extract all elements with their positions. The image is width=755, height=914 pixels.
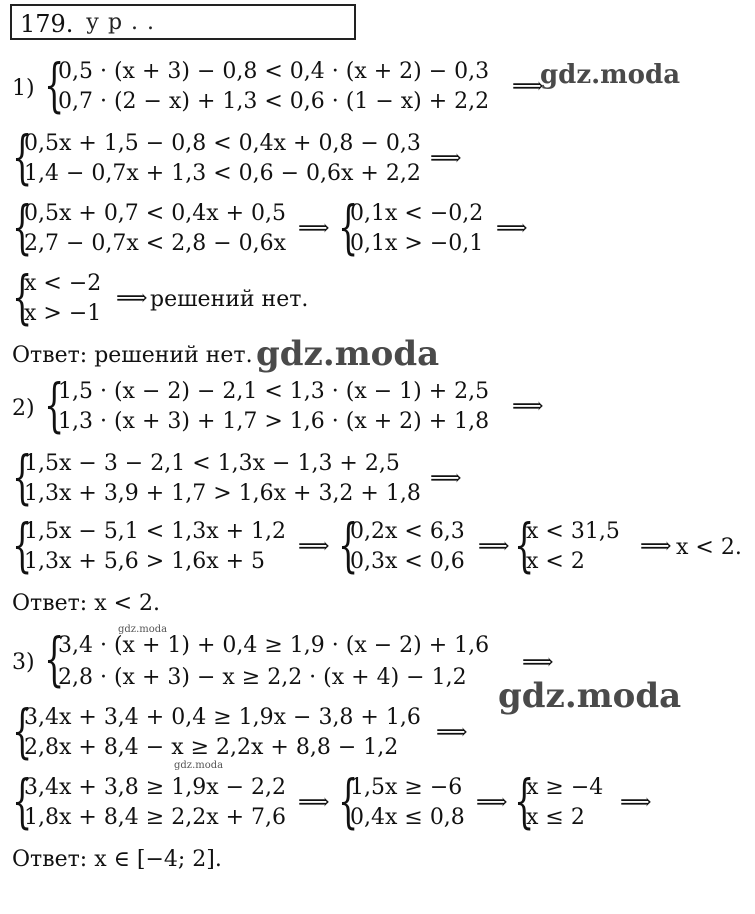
brace: { (12, 193, 33, 261)
p2-s3b-line2: 0,3x < 0,6 (350, 549, 465, 574)
p1-s1-line1: 0,5 · (x + 3) − 0,8 < 0,4 · (x + 2) − 0,3 (58, 59, 490, 84)
implies-arrow: ⟹ (496, 216, 528, 241)
brace: { (44, 371, 65, 439)
brace: { (338, 767, 359, 835)
problem-number: 179. (20, 10, 74, 38)
implies-arrow: ⟹ (298, 790, 330, 815)
p2-result: x < 2. (676, 535, 742, 560)
brace: { (514, 511, 535, 579)
p1-s3b-line1: 0,1x < −0,2 (350, 201, 484, 226)
implies-arrow: ⟹ (116, 286, 148, 311)
watermark: gdz.moda (256, 334, 440, 374)
p2-s1-line1: 1,5 · (x − 2) − 2,1 < 1,3 · (x − 1) + 2,5 (58, 379, 490, 404)
implies-arrow: ⟹ (430, 146, 462, 171)
p3-answer: Ответ: x ∈ [−4; 2]. (12, 847, 222, 872)
p2-s3a-line1: 1,5x − 5,1 < 1,3x + 1,2 (24, 519, 287, 544)
p2-s2-line2: 1,3x + 3,9 + 1,7 > 1,6x + 3,2 + 1,8 (24, 481, 421, 506)
problem-header-box (10, 4, 356, 40)
p2-s3b-line1: 0,2x < 6,3 (350, 519, 465, 544)
p2-s3c-line1: x < 31,5 (526, 519, 620, 544)
p2-answer: Ответ: x < 2. (12, 591, 161, 616)
brace: { (514, 767, 535, 835)
part-1-label: 1) (12, 76, 35, 101)
p3-s1-line1: 3,4 · (x + 1) + 0,4 ≥ 1,9 · (x − 2) + 1,6 (58, 633, 490, 658)
implies-arrow: ⟹ (476, 790, 508, 815)
p1-s3a-line2: 2,7 − 0,7x < 2,8 − 0,6x (24, 231, 287, 256)
p1-s4-line1: x < −2 (24, 271, 102, 296)
p2-s3c-line2: x < 2 (526, 549, 585, 574)
p3-s3b-line2: 0,4x ≤ 0,8 (350, 805, 465, 830)
p2-s3a-line2: 1,3x + 5,6 > 1,6x + 5 (24, 549, 266, 574)
brace: { (44, 51, 65, 119)
implies-arrow: ⟹ (478, 534, 510, 559)
brace: { (12, 263, 33, 331)
p1-s2-line1: 0,5x + 1,5 − 0,8 < 0,4x + 0,8 − 0,3 (24, 131, 421, 156)
watermark-small: gdz.moda (174, 760, 224, 771)
implies-arrow: ⟹ (298, 534, 330, 559)
p1-answer: Ответ: решений нет. (12, 343, 253, 368)
p1-s3b-line2: 0,1x > −0,1 (350, 231, 484, 256)
p3-s2-line2: 2,8x + 8,4 − x ≥ 2,2x + 8,8 − 1,2 (24, 735, 399, 760)
p3-s3a-line1: 3,4x + 3,8 ≥ 1,9x − 2,2 (24, 775, 287, 800)
p3-s3c-line1: x ≥ −4 (526, 775, 604, 800)
watermark-small: gdz.moda (118, 624, 168, 635)
brace: { (12, 767, 33, 835)
watermark: gdz.moda (540, 60, 681, 90)
implies-arrow: ⟹ (640, 534, 672, 559)
p3-s1-line2: 2,8 · (x + 3) − x ≥ 2,2 · (x + 4) − 1,2 (58, 665, 467, 690)
implies-arrow: ⟹ (430, 466, 462, 491)
problem-title: у р . . (86, 10, 155, 35)
implies-arrow: ⟹ (522, 650, 554, 675)
p3-s3b-line1: 1,5x ≥ −6 (350, 775, 463, 800)
p1-s1-line2: 0,7 · (2 − x) + 1,3 < 0,6 · (1 − x) + 2,2 (58, 89, 490, 114)
watermark: gdz.moda (498, 676, 682, 716)
implies-arrow: ⟹ (512, 394, 544, 419)
p1-s4-line2: x > −1 (24, 301, 102, 326)
brace: { (12, 123, 33, 191)
implies-arrow: ⟹ (512, 74, 544, 99)
p3-s2-line1: 3,4x + 3,4 + 0,4 ≥ 1,9x − 3,8 + 1,6 (24, 705, 421, 730)
part-3-label: 3) (12, 650, 35, 675)
p2-s1-line2: 1,3 · (x + 3) + 1,7 > 1,6 · (x + 2) + 1,8 (58, 409, 490, 434)
brace: { (12, 443, 33, 511)
part-2-label: 2) (12, 396, 35, 421)
p1-s2-line2: 1,4 − 0,7x + 1,3 < 0,6 − 0,6x + 2,2 (24, 161, 421, 186)
brace: { (44, 625, 65, 693)
implies-arrow: ⟹ (298, 216, 330, 241)
brace: { (338, 511, 359, 579)
p3-s3c-line2: x ≤ 2 (526, 805, 585, 830)
p2-s2-line1: 1,5x − 3 − 2,1 < 1,3x − 1,3 + 2,5 (24, 451, 400, 476)
p3-s3a-line2: 1,8x + 8,4 ≥ 2,2x + 7,6 (24, 805, 287, 830)
brace: { (338, 193, 359, 261)
p1-no-solutions: решений нет. (150, 287, 309, 312)
p1-s3a-line1: 0,5x + 0,7 < 0,4x + 0,5 (24, 201, 287, 226)
implies-arrow: ⟹ (620, 790, 652, 815)
implies-arrow: ⟹ (436, 720, 468, 745)
brace: { (12, 511, 33, 579)
brace: { (12, 697, 33, 765)
